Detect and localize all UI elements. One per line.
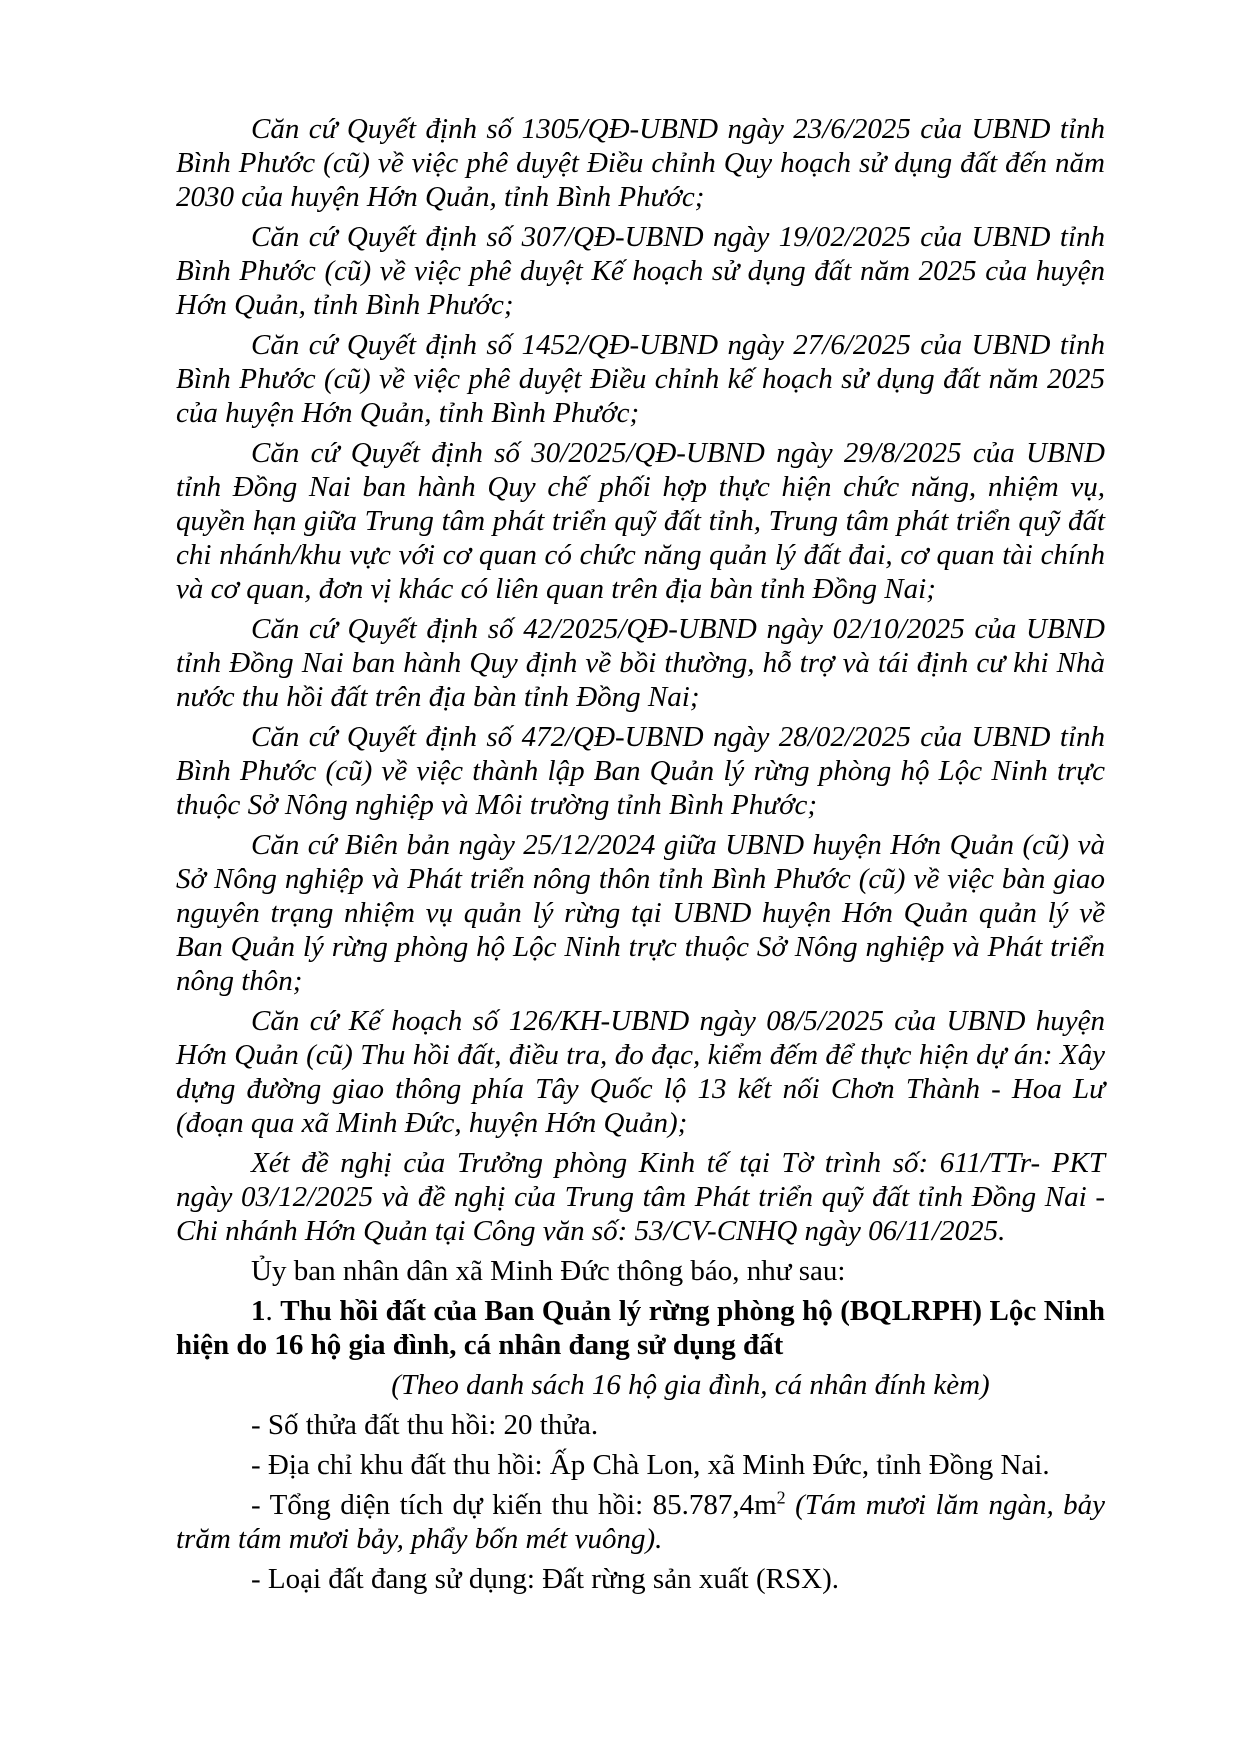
text-run: - Số thửa đất thu hồi: 20 thửa.: [251, 1409, 599, 1441]
text-run: Căn cứ Quyết định số 42/2025/QĐ-UBND ngày 02/10/2025 của UBND tỉnh Đồng Nai ban hành Quy định về bồi thường, hỗ trợ và tái định cư khi Nhà nước thu hồi đất trên địa bàn tỉnh Đồng Nai;: [176, 613, 1105, 713]
announcement-lead: [176, 1254, 1105, 1288]
text-run: - Địa chỉ khu đất thu hồi: Ấp Chà Lon, xã Minh Đức, tỉnh Đồng Nai.: [251, 1449, 1050, 1481]
text-run: Xét đề nghị của Trưởng phòng Kinh tế tại Tờ trình số: 611/TTr- PKT ngày 03/12/2025 và đề nghị của Trung tâm Phát triển quỹ đất tỉnh Đồng Nai - Chi nhánh Hớn Quản tại Công văn số: 53/CV-CNHQ ngày 06/11/2025.: [176, 1147, 1105, 1247]
address-item: [176, 1448, 1105, 1482]
land-type-item: [176, 1562, 1105, 1596]
citation-paragraph-5: [176, 612, 1105, 714]
citation-paragraph-3: [176, 328, 1105, 430]
parcel-count-item: [176, 1408, 1105, 1442]
citation-paragraph-7: [176, 828, 1105, 998]
citation-paragraph-6: [176, 720, 1105, 822]
text-run: Căn cứ Kế hoạch số 126/KH-UBND ngày 08/5/2025 của UBND huyện Hớn Quản (cũ) Thu hồi đất, điều tra, đo đạc, kiểm đếm để thực hiện dự án: Xây dựng đường giao thông phía Tây Quốc lộ 13 kết nối Chơn Thành - Hoa Lư (đoạn qua xã Minh Đức, huyện Hớn Quản);: [176, 1005, 1105, 1139]
text-run: 2: [776, 1487, 786, 1508]
text-run: 1: [251, 1295, 266, 1327]
text-run: Thu hồi đất của Ban Quản lý rừng phòng hộ (BQLRPH) Lộc Ninh hiện do 16 hộ gia đình, cá nhân đang sử dụng đất: [176, 1295, 1105, 1361]
citation-paragraph-1: [176, 112, 1105, 214]
text-run: Căn cứ Quyết định số 472/QĐ-UBND ngày 28/02/2025 của UBND tỉnh Bình Phước (cũ) về việc thành lập Ban Quản lý rừng phòng hộ Lộc Ninh trực thuộc Sở Nông nghiệp và Môi trường tỉnh Bình Phước;: [176, 721, 1105, 821]
citation-paragraph-2: [176, 220, 1105, 322]
text-run: Căn cứ Quyết định số 1305/QĐ-UBND ngày 23/6/2025 của UBND tỉnh Bình Phước (cũ) về việc phê duyệt Điều chỉnh Quy hoạch sử dụng đất đến năm 2030 của huyện Hớn Quản, tỉnh Bình Phước;: [176, 113, 1105, 213]
text-run: - Tổng diện tích dự kiến thu hồi: 85.787,4m: [251, 1489, 777, 1521]
text-run: Căn cứ Quyết định số 307/QĐ-UBND ngày 19/02/2025 của UBND tỉnh Bình Phước (cũ) về việc phê duyệt Kế hoạch sử dụng đất năm 2025 của huyện Hớn Quản, tỉnh Bình Phước;: [176, 221, 1105, 321]
text-run: Căn cứ Quyết định số 1452/QĐ-UBND ngày 27/6/2025 của UBND tỉnh Bình Phước (cũ) về việc phê duyệt Điều chỉnh kế hoạch sử dụng đất năm 2025 của huyện Hớn Quản, tỉnh Bình Phước;: [176, 329, 1105, 429]
text-run: (Tám mươi lăm ngàn, bảy trăm tám mươi bảy, phẩy bốn mét vuông).: [176, 1489, 1106, 1555]
text-run: - Loại đất đang sử dụng: Đất rừng sản xuất (RSX).: [251, 1563, 839, 1595]
text-run: Căn cứ Biên bản ngày 25/12/2024 giữa UBND huyện Hớn Quản (cũ) và Sở Nông nghiệp và Phát triển nông thôn tỉnh Bình Phước (cũ) về việc bàn giao nguyên trạng nhiệm vụ quản lý rừng tại UBND huyện Hớn Quản quản lý về Ban Quản lý rừng phòng hộ Lộc Ninh trực thuộc Sở Nông nghiệp và Phát triển nông thôn;: [176, 829, 1105, 997]
citation-paragraph-9: [176, 1146, 1105, 1248]
text-run: Căn cứ Quyết định số 30/2025/QĐ-UBND ngày 29/8/2025 của UBND tỉnh Đồng Nai ban hành Quy chế phối hợp thực hiện chức năng, nhiệm vụ, quyền hạn giữa Trung tâm phát triển quỹ đất tỉnh, Trung tâm phát triển quỹ đất chi nhánh/khu vực với cơ quan có chức năng quản lý đất đai, cơ quan tài chính và cơ quan, đơn vị khác có liên quan trên địa bàn tỉnh Đồng Nai;: [176, 437, 1105, 605]
citation-paragraph-4: [176, 436, 1105, 606]
text-run: [786, 1489, 795, 1521]
citation-paragraph-8: [176, 1004, 1105, 1140]
document-body: [176, 112, 1105, 1596]
text-run: .: [265, 1295, 281, 1327]
area-item: [176, 1488, 1105, 1556]
attachment-note: [276, 1368, 1105, 1402]
text-run: Ủy ban nhân dân xã Minh Đức thông báo, như sau:: [251, 1255, 846, 1287]
section-1-heading: [176, 1294, 1105, 1362]
text-run: (Theo danh sách 16 hộ gia đình, cá nhân đính kèm): [391, 1369, 990, 1401]
